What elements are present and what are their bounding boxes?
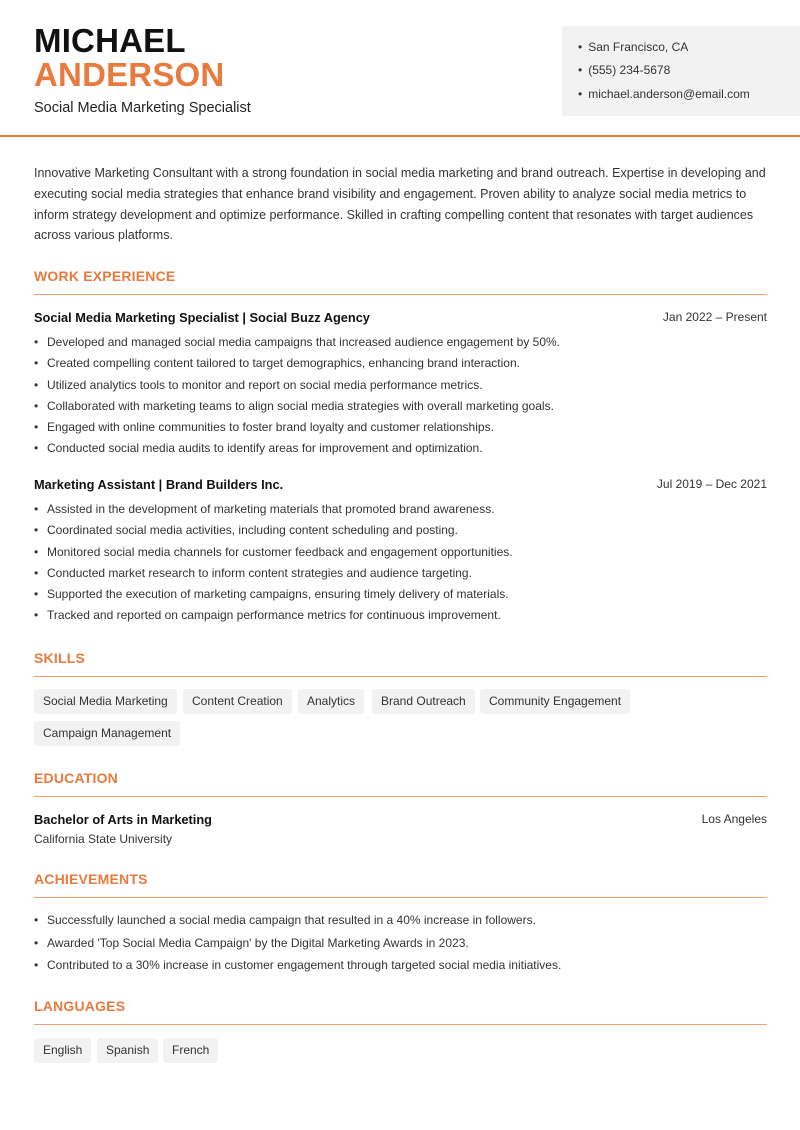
list-item: • Awarded 'Top Social Media Campaign' by the Digital Marketing Awards in 2023. <box>34 932 774 955</box>
language-chip: English <box>34 1038 91 1063</box>
resume-header <box>0 0 800 137</box>
section-divider <box>34 1024 767 1025</box>
skill-chip: Campaign Management <box>34 721 180 746</box>
section-divider <box>34 897 767 898</box>
skill-chip: Content Creation <box>183 689 292 714</box>
skill-chip: Brand Outreach <box>372 689 475 714</box>
skill-chip: Social Media Marketing <box>34 689 177 714</box>
section-title-work: WORK EXPERIENCE <box>34 268 176 284</box>
job-title: Social Media Marketing Specialist <box>34 100 251 116</box>
list-item: • Utilized analytics tools to monitor and report on social media performance metrics. <box>34 375 774 396</box>
list-item: • Developed and managed social media campaigns that increased audience engagement by 50%. <box>34 332 774 353</box>
education-location: Los Angeles <box>701 812 767 826</box>
summary-text: Innovative Marketing Consultant with a strong foundation in social media marketing and brand outreach. Expertise in developing and executing social media strategies that enhance brand visibility and engagement. Proven ability to analyze social media metrics to inform strategy development and optimize performance. Skilled in crafting compelling content that resonates with target audiences across various platforms. <box>34 166 766 243</box>
section-title-languages: LANGUAGES <box>34 998 126 1014</box>
list-item: • Monitored social media channels for customer feedback and engagement opportunities. <box>34 542 774 563</box>
section-title-skills: SKILLS <box>34 650 85 666</box>
languages-list <box>34 1038 774 1064</box>
contact-location: • San Francisco, CA <box>578 40 688 54</box>
section-title-achievements: ACHIEVEMENTS <box>34 871 148 887</box>
skill-chip: Community Engagement <box>480 689 630 714</box>
list-item: • Coordinated social media activities, including content scheduling and posting. <box>34 520 774 541</box>
list-item: • Conducted social media audits to identify areas for improvement and optimization. <box>34 438 774 459</box>
list-item: • Assisted in the development of marketing materials that promoted brand awareness. <box>34 499 774 520</box>
list-item: • Contributed to a 30% increase in customer engagement through targeted social media initiatives. <box>34 954 774 977</box>
section-divider <box>34 294 767 295</box>
list-item: • Supported the execution of marketing campaigns, ensuring timely delivery of materials. <box>34 584 774 605</box>
list-item: • Created compelling content tailored to target demographics, enhancing brand interaction. <box>34 353 774 374</box>
list-item: • Collaborated with marketing teams to align social media strategies with overall marketing goals. <box>34 396 774 417</box>
contact-phone: • (555) 234-5678 <box>578 63 670 77</box>
first-name: MICHAEL <box>34 22 186 59</box>
section-title-education: EDUCATION <box>34 770 118 786</box>
language-chip: French <box>163 1038 218 1063</box>
last-name: ANDERSON <box>34 56 225 93</box>
job-bullet-list <box>34 499 774 627</box>
job-dates: Jul 2019 – Dec 2021 <box>656 477 767 491</box>
education-school: California State University <box>34 832 173 846</box>
job-role: Marketing Assistant | Brand Builders Inc. <box>34 477 284 492</box>
section-divider <box>34 796 767 797</box>
language-chip: Spanish <box>97 1038 158 1063</box>
list-item: • Conducted market research to inform content strategies and audience targeting. <box>34 563 774 584</box>
job-role: Social Media Marketing Specialist | Social Buzz Agency <box>34 310 370 325</box>
job-dates: Jan 2022 – Present <box>662 310 767 324</box>
achievements-list <box>34 909 774 977</box>
job-header <box>34 310 767 325</box>
list-item: • Engaged with online communities to foster brand loyalty and customer relationships. <box>34 417 774 438</box>
job-header <box>34 477 767 492</box>
skill-chip: Analytics <box>298 689 364 714</box>
contact-email[interactable]: • michael.anderson@email.com <box>578 87 750 101</box>
contact-box <box>562 26 800 116</box>
skills-list <box>34 689 774 749</box>
education-degree: Bachelor of Arts in Marketing <box>34 812 213 827</box>
list-item: • Tracked and reported on campaign performance metrics for continuous improvement. <box>34 605 774 626</box>
section-divider <box>34 676 767 677</box>
job-bullet-list <box>34 332 774 460</box>
list-item: • Successfully launched a social media campaign that resulted in a 40% increase in followers. <box>34 909 774 932</box>
